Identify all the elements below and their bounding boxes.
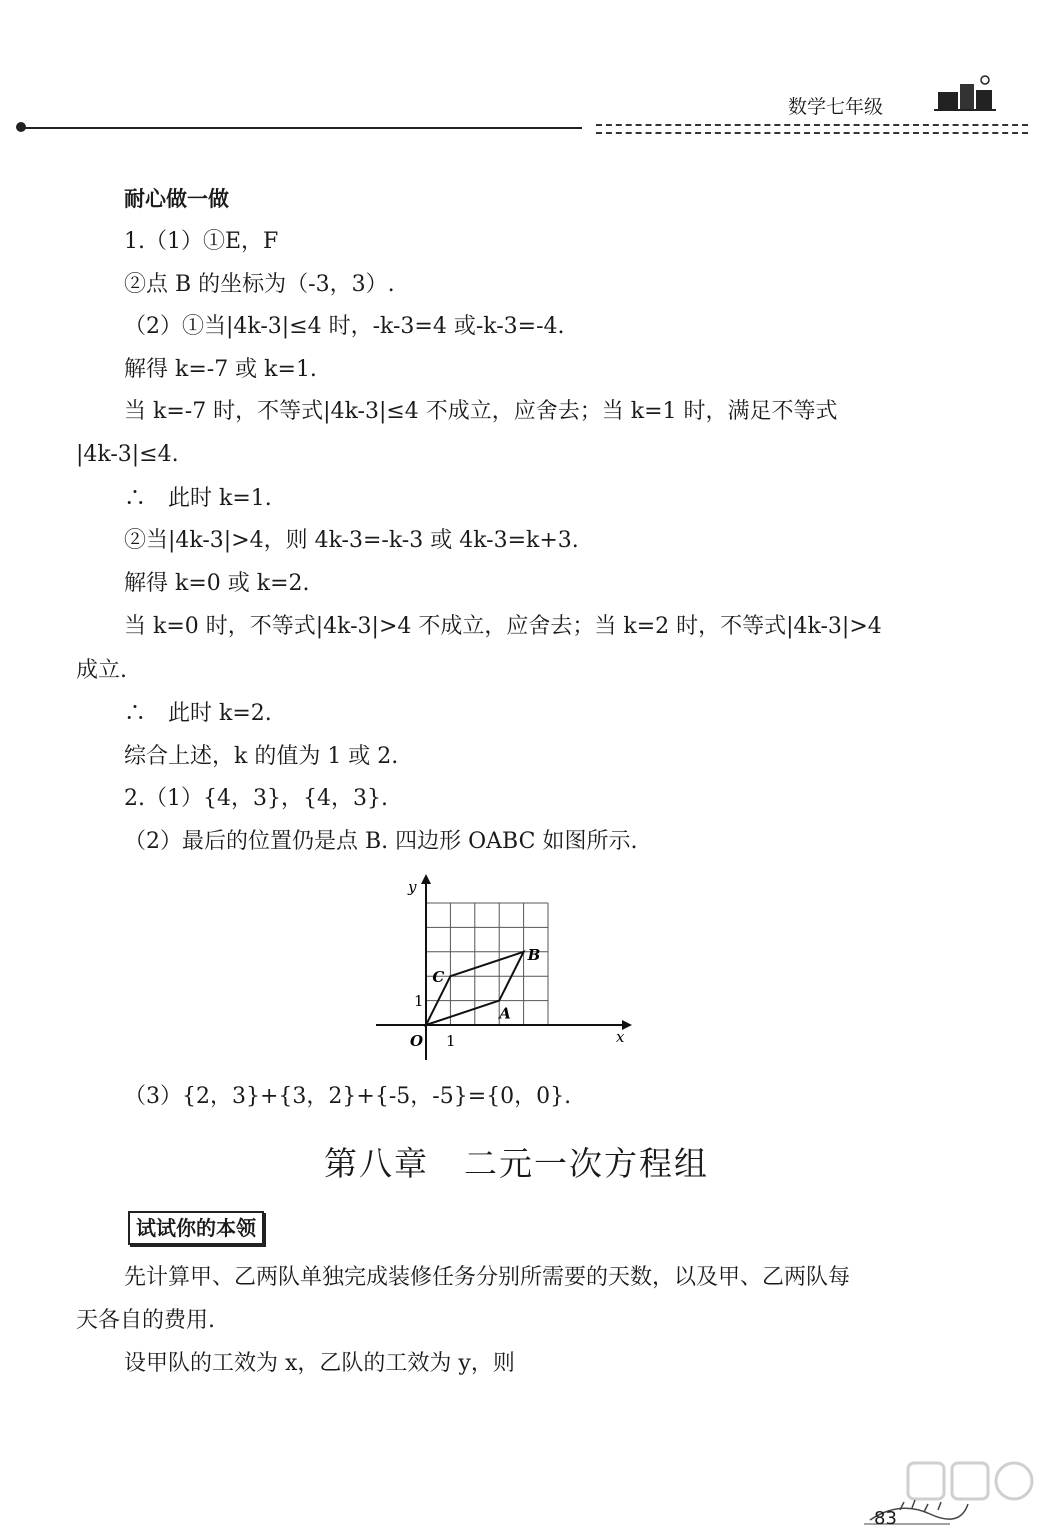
text-line: 成立. [76, 658, 127, 683]
text-line: 解得 k=0 或 k=2. [124, 571, 310, 596]
header-subject: 数学七年级 [788, 96, 884, 118]
text-line: 当 k=-7 时，不等式|4k-3|≤4 不成立，应舍去；当 k=1 时，满足不等式 [124, 399, 838, 424]
text-line: 综合上述，k 的值为 1 或 2. [124, 744, 399, 769]
point-c-label: C [432, 968, 445, 987]
text-line: ∴ 此时 k=2. [124, 701, 272, 726]
tick-y-label: 1 [414, 992, 424, 1010]
point-b-label: B [527, 945, 541, 964]
text-line: 1.（1）①E，F [124, 229, 279, 254]
header-rule-solid [22, 127, 582, 129]
text-line: ②点 B 的坐标为（-3，3）. [124, 272, 395, 297]
tick-x-label: 1 [446, 1032, 456, 1050]
page-number: 83 [874, 1508, 897, 1529]
text-line: ②当|4k-3|>4，则 4k-3=-k-3 或 4k-3=k+3. [124, 528, 579, 553]
coordinate-figure [372, 870, 642, 1070]
heading-naixin: 耐心做一做 [124, 187, 229, 211]
text-line: ∴ 此时 k=1. [124, 486, 272, 511]
text-line: 设甲队的工效为 x，乙队的工效为 y，则 [124, 1351, 515, 1376]
axis-y-label: y [408, 878, 417, 896]
text-line: （3）{2，3}+{3，2}+{-5，-5}={0，0}. [124, 1084, 572, 1109]
axis-x-label: x [616, 1028, 625, 1046]
text-line: （2）最后的位置仍是点 B. 四边形 OABC 如图所示. [124, 829, 638, 854]
chapter-title: 第八章 二元一次方程组 [324, 1144, 709, 1183]
origin-label: O [410, 1032, 424, 1050]
text-line: |4k-3|≤4. [76, 442, 179, 467]
text-line: 2.（1）{4，3}，{4，3}. [124, 786, 388, 811]
header-rule-dashed-lower [596, 132, 1028, 134]
text-line: 当 k=0 时，不等式|4k-3|>4 不成立，应舍去；当 k=2 时，不等式|4k-3|>4 [124, 614, 882, 639]
text-line: 天各自的费用. [76, 1308, 215, 1333]
section-heading: 试试你的本领 [128, 1211, 264, 1245]
y-axis-arrow [421, 874, 431, 884]
text-line: 先计算甲、乙两队单独完成装修任务分别所需要的天数，以及甲、乙两队每 [124, 1265, 851, 1290]
header-rule-dashed [596, 124, 1028, 126]
text-line: 解得 k=-7 或 k=1. [124, 357, 317, 382]
point-a-label: A [499, 1004, 511, 1023]
books-decoration-icon [930, 70, 1000, 120]
text-line: （2）①当|4k-3|≤4 时，-k-3=4 或-k-3=-4. [124, 314, 565, 339]
